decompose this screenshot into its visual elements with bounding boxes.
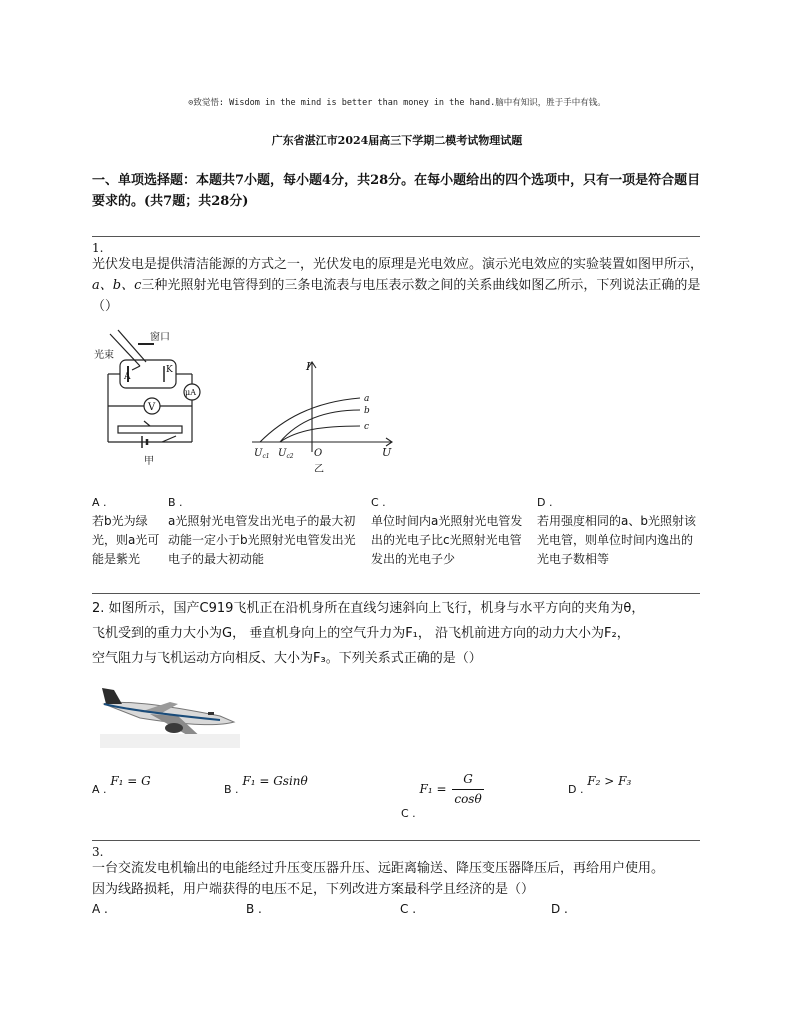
question-2-line-1: 2. 如图所示，国产C919飞机正在沿机身所在直线匀速斜向上飞行，机身与水平方向的夹角为θ， [92,601,645,616]
label-yi: 乙 [314,464,324,472]
question-2-line-2: 飞机受到的重力大小为G， 垂直机身向上的空气升力为F₁， 沿飞机前进方向的动力大小为F₂， [92,626,630,641]
q1-option-d[interactable]: D . 若用强度相同的a、b光照射该光电管，则单位时间内逸出的光电子数相等 [537,496,696,566]
label-curve-a: a [364,394,370,404]
question-1-number: 1. [92,241,104,255]
question-divider [92,593,700,594]
label-origin: O [314,448,323,459]
q2-option-d[interactable]: D . F₂ > F₃ [568,774,632,796]
label-curve-b: b [364,406,370,416]
question-1-figure [92,322,422,472]
q3-option-d[interactable]: D . [551,902,568,916]
label-Uc1: $U_{c1}$ [254,448,270,460]
label-voltmeter: V [148,402,156,413]
question-3-line-1: 一台交流发电机输出的电能经过升压变压器升压、远距离输送、降压变压器降压后，再给用户使用。 [92,861,665,876]
q2-option-b[interactable]: B . F₁ = Gsinθ [224,774,308,796]
q3-option-b[interactable]: B . [246,902,262,916]
section-heading: 一、单项选择题：本题共7小题，每小题4分，共28分。在每小题给出的四个选项中，只有一项是符合题目要求的。(共7题；共28分) [92,173,701,209]
label-A: A [124,372,131,382]
q3-option-c[interactable]: C . [400,902,417,916]
q1-option-c[interactable]: C . 单位时间内a光照射光电管发出的光电子比c光照射光电管发出的光电子少 [371,496,523,566]
label-beam: 光束 [94,350,114,361]
question-3-number: 3. [92,845,104,859]
question-3-line-2: 因为线路损耗，用户端获得的电压不足，下列改进方案最科学且经济的是（） [92,882,535,897]
q2-option-c[interactable]: C . F₁ = $\frac{G}{\cos\theta}$ [401,772,482,820]
label-curve-c: c [364,422,370,432]
label-axis-I: I [306,360,311,373]
q1-option-b[interactable]: B . a光照射光电管发出光电子的最大初动能一定小于b光照射光电管发出光电子的最大初动能 [168,496,356,566]
label-window: 窗口 [150,332,170,343]
c919-airplane-image [100,682,240,748]
q1-option-a[interactable]: A . 若b光为绿光，则a光可能是紫光 [92,496,160,566]
question-divider [92,840,700,841]
question-1-text: 光伏发电是提供清洁能源的方式之一，光伏发电的原理是光电效应。演示光电效应的实验装置如图甲所示，a、b、c三种光照射光电管得到的三条电流表与电压表示数之间的关系曲线如图乙所示，下列说法正确的是（） [92,257,704,314]
question-2-line-3: 空气阻力与飞机运动方向相反、大小为F₃。下列关系式正确的是（） [92,651,482,666]
header-note: ⊙致觉悟: Wisdom in the mind is better than money in the hand.脑中有知识，胜于手中有钱。 [188,98,606,108]
q3-option-a[interactable]: A . [92,902,108,916]
iv-graph-yi [252,362,392,452]
question-divider [92,236,700,237]
document-title: 广东省湛江市2024届高三下学期二模考试物理试题 [271,134,523,147]
label-Uc2: $U_{c2}$ [278,448,294,460]
label-jia: 甲 [144,456,154,467]
label-axis-U: U [382,446,392,459]
q2-option-a[interactable]: A . F₁ = G [92,774,151,796]
label-K: K [166,365,173,375]
label-microammeter: μA [185,388,196,397]
